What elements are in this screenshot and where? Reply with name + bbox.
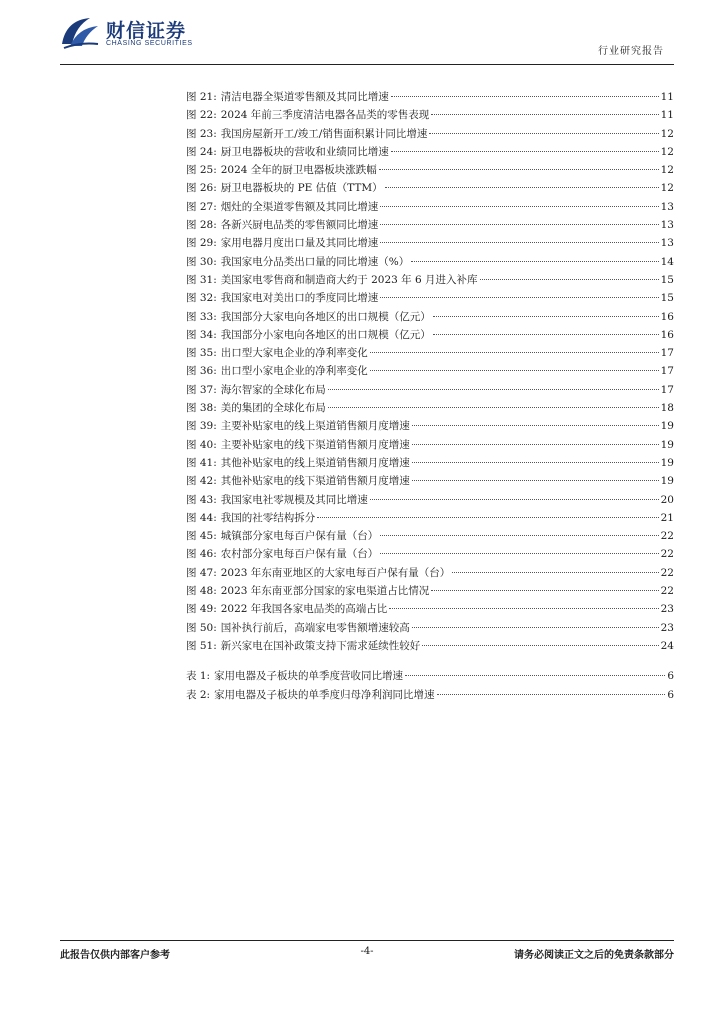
- toc-entry-title: 2024 全年的厨卫电器板块涨跌幅: [220, 164, 377, 177]
- toc-entry-number: 图 51:: [186, 639, 217, 652]
- toc-entry-number: 图 34:: [186, 328, 217, 341]
- toc-dot-leader: [391, 151, 659, 152]
- toc-entry-page: 6: [667, 688, 674, 701]
- toc-entry-title: 各新兴厨电品类的零售额同比增速: [220, 219, 379, 232]
- table-list: [186, 667, 674, 704]
- toc-entry[interactable]: [186, 667, 674, 685]
- logo-chinese-name: 财信证券: [106, 20, 187, 42]
- toc-entry-number: 图 47:: [186, 566, 217, 579]
- report-type-label: 行业研究报告: [598, 46, 664, 57]
- toc-entry-number: 图 49:: [186, 603, 217, 616]
- toc-entry-page: 19: [660, 456, 674, 469]
- toc-entry[interactable]: [186, 381, 674, 399]
- toc-entry[interactable]: [186, 234, 674, 252]
- toc-dot-leader: [480, 279, 659, 280]
- toc-dot-leader: [380, 535, 658, 536]
- toc-entry-page: 17: [660, 365, 674, 378]
- page-footer: [60, 946, 674, 962]
- toc-entry-page: 22: [660, 548, 674, 561]
- toc-entry-number: 图 31:: [186, 273, 217, 286]
- toc-entry-title: 烟灶的全渠道零售额及其同比增速: [220, 200, 379, 213]
- footer-disclaimer-right: 请务必阅读正文之后的免责条款部分: [514, 950, 674, 961]
- toc-entry-page: 22: [660, 585, 674, 598]
- toc-entry-title: 2023 年东南亚部分国家的家电渠道占比情况: [220, 585, 430, 598]
- toc-entry[interactable]: [186, 308, 674, 326]
- toc-dot-leader: [422, 645, 658, 646]
- toc-dot-leader: [412, 462, 659, 463]
- toc-entry-title: 清洁电器全渠道零售额及其同比增速: [220, 91, 389, 103]
- chasing-securities-logo-icon: [60, 14, 100, 50]
- company-logo: [60, 14, 193, 52]
- toc-dot-leader: [412, 425, 659, 426]
- toc-entry[interactable]: [186, 161, 674, 179]
- toc-entry-number: 图 32:: [186, 292, 217, 305]
- toc-entry-title: 我国家电对美出口的季度同比增速: [220, 292, 379, 305]
- toc-entry-title: 主要补贴家电的线下渠道销售额月度增速: [220, 438, 410, 451]
- toc-dot-leader: [452, 572, 658, 573]
- toc-entry-number: 图 50:: [186, 621, 217, 634]
- page-number: -4-: [360, 946, 374, 957]
- toc-entry-title: 家用电器及子板块的单季度归母净利润同比增速: [214, 688, 435, 701]
- toc-entry[interactable]: [186, 417, 674, 435]
- toc-entry[interactable]: [186, 88, 674, 106]
- toc-entry[interactable]: [186, 564, 674, 582]
- toc-entry[interactable]: [186, 271, 674, 289]
- toc-entry-page: 22: [660, 530, 674, 543]
- table-of-contents: [186, 88, 674, 704]
- toc-dot-leader: [380, 553, 658, 554]
- toc-dot-leader: [380, 224, 658, 225]
- toc-entry-page: 17: [660, 347, 674, 360]
- toc-entry-page: 17: [660, 383, 674, 396]
- toc-dot-leader: [433, 316, 659, 317]
- toc-entry[interactable]: [186, 289, 674, 307]
- toc-entry-title: 美的集团的全球化布局: [220, 402, 326, 415]
- toc-entry-page: 22: [660, 566, 674, 579]
- toc-dot-leader: [380, 206, 658, 207]
- toc-entry-number: 图 36:: [186, 365, 217, 378]
- toc-dot-leader: [370, 499, 659, 500]
- toc-entry-number: 图 21:: [186, 91, 217, 103]
- toc-entry-number: 图 24:: [186, 145, 217, 158]
- toc-entry[interactable]: [186, 491, 674, 509]
- toc-entry-number: 图 41:: [186, 456, 217, 469]
- toc-dot-leader: [433, 334, 659, 335]
- toc-entry[interactable]: [186, 545, 674, 563]
- toc-dot-leader: [412, 480, 659, 481]
- toc-entry-number: 图 46:: [186, 548, 217, 561]
- toc-entry[interactable]: [186, 600, 674, 618]
- toc-entry-number: 表 1:: [186, 670, 211, 683]
- toc-entry-number: 图 29:: [186, 237, 217, 250]
- toc-dot-leader: [412, 444, 659, 445]
- toc-entry-page: 12: [660, 145, 674, 158]
- toc-entry-page: 19: [660, 438, 674, 451]
- toc-entry-number: 图 22:: [186, 109, 217, 122]
- toc-entry-number: 图 25:: [186, 164, 217, 177]
- toc-entry[interactable]: [186, 686, 674, 704]
- toc-entry-page: 23: [660, 603, 674, 616]
- toc-entry[interactable]: [186, 179, 674, 197]
- toc-entry-number: 图 39:: [186, 420, 217, 433]
- toc-dot-leader: [370, 352, 659, 353]
- toc-entry[interactable]: [186, 326, 674, 344]
- toc-entry[interactable]: [186, 198, 674, 216]
- toc-entry-title: 城镇部分家电每百户保有量（台）: [220, 530, 379, 543]
- toc-dot-leader: [431, 114, 658, 115]
- toc-entry-number: 图 28:: [186, 219, 217, 232]
- toc-entry-number: 图 43:: [186, 493, 217, 506]
- toc-entry-title: 厨卫电器板块的营收和业绩同比增速: [220, 145, 389, 158]
- toc-entry[interactable]: [186, 106, 674, 124]
- toc-entry[interactable]: [186, 436, 674, 454]
- toc-entry-page: 13: [660, 237, 674, 250]
- toc-entry-title: 主要补贴家电的线上渠道销售额月度增速: [220, 420, 410, 433]
- toc-entry-number: 图 45:: [186, 530, 217, 543]
- toc-dot-leader: [380, 242, 658, 243]
- toc-entry-title: 2023 年东南亚地区的大家电每百户保有量（台）: [220, 566, 451, 579]
- toc-entry-page: 18: [660, 402, 674, 415]
- toc-entry[interactable]: [186, 582, 674, 600]
- toc-entry-title: 出口型小家电企业的净利率变化: [220, 365, 368, 378]
- toc-entry-title: 出口型大家电企业的净利率变化: [220, 347, 368, 360]
- toc-entry-number: 图 30:: [186, 255, 217, 268]
- logo-english-name: CHASING SECURITIES: [106, 40, 193, 47]
- toc-entry-page: 24: [660, 639, 674, 652]
- toc-dot-leader: [429, 133, 658, 134]
- toc-dot-leader: [385, 187, 659, 188]
- toc-entry-page: 21: [660, 511, 674, 524]
- toc-entry-title: 2022 年我国各家电品类的高端占比: [220, 603, 388, 616]
- toc-entry-number: 图 23:: [186, 127, 217, 140]
- toc-entry[interactable]: [186, 362, 674, 380]
- toc-entry-title: 我国部分大家电向各地区的出口规模（亿元）: [220, 310, 431, 323]
- toc-entry[interactable]: [186, 527, 674, 545]
- toc-entry-page: 6: [667, 670, 674, 683]
- toc-entry-title: 家用电器月度出口量及其同比增速: [220, 237, 379, 250]
- toc-entry-title: 其他补贴家电的线下渠道销售额月度增速: [220, 475, 410, 488]
- toc-entry[interactable]: [186, 399, 674, 417]
- toc-entry-page: 12: [660, 164, 674, 177]
- toc-entry[interactable]: [186, 637, 674, 655]
- toc-entry-page: 14: [660, 255, 674, 268]
- toc-entry-page: 11: [660, 109, 674, 122]
- toc-entry-title: 我国房屋新开工/竣工/销售面积累计同比增速: [220, 127, 428, 140]
- toc-entry[interactable]: [186, 143, 674, 161]
- toc-entry[interactable]: [186, 472, 674, 490]
- toc-entry-number: 图 48:: [186, 585, 217, 598]
- toc-dot-leader: [328, 407, 659, 408]
- toc-entry-title: 我国部分小家电向各地区的出口规模（亿元）: [220, 328, 431, 341]
- toc-dot-leader: [405, 675, 665, 676]
- toc-entry-number: 图 37:: [186, 383, 217, 396]
- toc-entry-number: 图 42:: [186, 475, 217, 488]
- toc-dot-leader: [370, 370, 659, 371]
- toc-dot-leader: [328, 389, 659, 390]
- toc-entry[interactable]: [186, 509, 674, 527]
- toc-entry[interactable]: [186, 344, 674, 362]
- toc-entry-title: 新兴家电在国补政策支持下需求延续性较好: [220, 639, 421, 652]
- toc-entry-title: 其他补贴家电的线上渠道销售额月度增速: [220, 456, 410, 469]
- toc-entry-page: 15: [660, 292, 674, 305]
- toc-entry-number: 图 26:: [186, 182, 217, 195]
- toc-entry-number: 表 2:: [186, 688, 211, 701]
- toc-entry-number: 图 40:: [186, 438, 217, 451]
- toc-dot-leader: [317, 517, 658, 518]
- toc-entry-title: 农村部分家电每百户保有量（台）: [220, 548, 379, 561]
- toc-entry-number: 图 44:: [186, 511, 217, 524]
- figure-list: [186, 88, 674, 655]
- toc-entry[interactable]: [186, 619, 674, 637]
- toc-dot-leader: [437, 694, 666, 695]
- toc-entry-title: 我国家电分品类出口量的同比增速（%）: [220, 255, 410, 268]
- footer-disclaimer-left: 此报告仅供内部客户参考: [60, 950, 170, 961]
- toc-entry-title: 海尔智家的全球化布局: [220, 383, 326, 396]
- page-header: [0, 0, 724, 70]
- toc-entry-page: 19: [660, 475, 674, 488]
- header-divider: [60, 64, 674, 65]
- toc-entry-page: 16: [660, 328, 674, 341]
- toc-dot-leader: [411, 261, 658, 262]
- toc-entry-title: 我国家电社零规模及其同比增速: [220, 493, 368, 506]
- toc-entry-number: 图 33:: [186, 310, 217, 323]
- toc-dot-leader: [412, 627, 659, 628]
- toc-entry-number: 图 38:: [186, 402, 217, 415]
- toc-dot-leader: [389, 608, 658, 609]
- toc-entry[interactable]: [186, 125, 674, 143]
- toc-dot-leader: [391, 96, 659, 97]
- toc-entry[interactable]: [186, 253, 674, 271]
- toc-entry-title: 我国的社零结构拆分: [220, 511, 316, 524]
- toc-entry-page: 12: [660, 127, 674, 140]
- toc-entry-number: 图 27:: [186, 200, 217, 213]
- toc-entry-title: 美国家电零售商和制造商大约于 2023 年 6 月进入补库: [220, 273, 478, 286]
- toc-entry-page: 19: [660, 420, 674, 433]
- toc-entry-page: 15: [660, 273, 674, 286]
- toc-entry[interactable]: [186, 216, 674, 234]
- toc-entry-page: 13: [660, 200, 674, 213]
- footer-divider: [60, 940, 674, 941]
- toc-entry-number: 图 35:: [186, 347, 217, 360]
- toc-entry-page: 23: [660, 621, 674, 634]
- toc-entry[interactable]: [186, 454, 674, 472]
- toc-entry-title: 家用电器及子板块的单季度营收同比增速: [214, 670, 404, 683]
- toc-dot-leader: [379, 169, 659, 170]
- toc-entry-page: 12: [660, 182, 674, 195]
- toc-entry-title: 2024 年前三季度清洁电器各品类的零售表现: [220, 109, 430, 122]
- toc-entry-title: 厨卫电器板块的 PE 估值（TTM）: [220, 182, 383, 195]
- toc-entry-page: 13: [660, 219, 674, 232]
- toc-entry-page: 11: [660, 91, 674, 103]
- toc-dot-leader: [431, 590, 658, 591]
- toc-entry-page: 16: [660, 310, 674, 323]
- toc-entry-title: 国补执行前后，高端家电零售额增速较高: [220, 621, 410, 634]
- toc-entry-page: 20: [660, 493, 674, 506]
- toc-dot-leader: [380, 297, 658, 298]
